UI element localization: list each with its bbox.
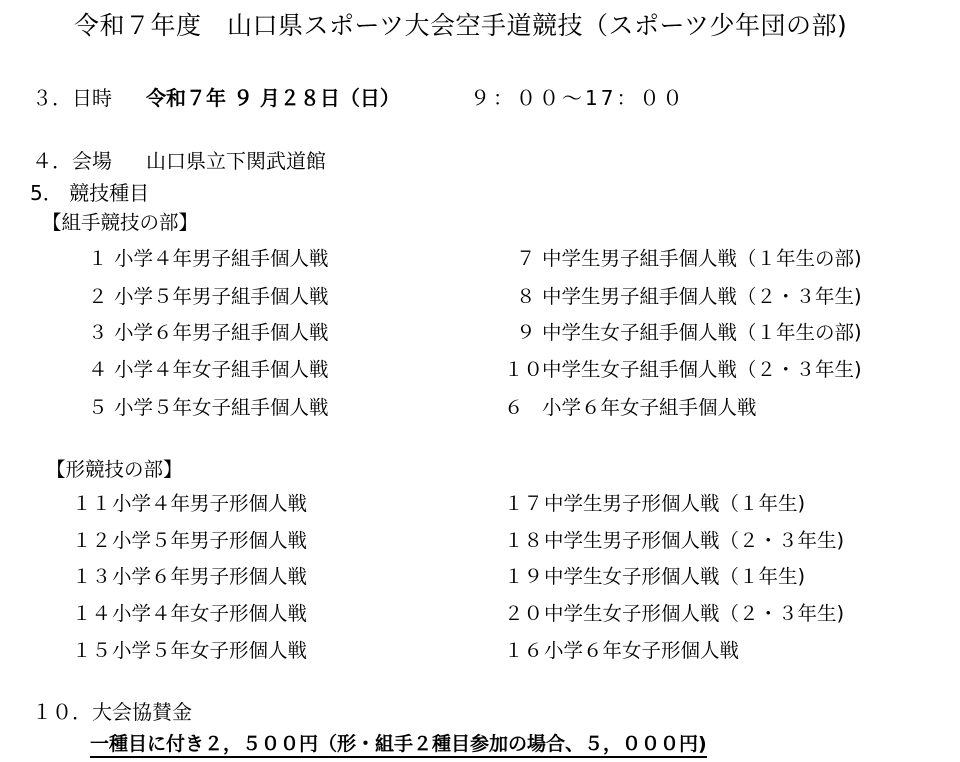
document-title: 令和７年度 山口県スポーツ大会空手道競技（スポーツ少年団の部) bbox=[74, 11, 848, 40]
venue-label: ４．会場 bbox=[32, 149, 112, 173]
list-item: ７ 中学生男子組手個人戦（１年生の部) bbox=[516, 247, 862, 270]
list-item: １７中学生男子形個人戦（１年生) bbox=[504, 492, 806, 515]
events-heading: 5． 競技種目 bbox=[30, 181, 150, 205]
list-item: ６ 小学６年女子組手個人戦 bbox=[504, 396, 757, 419]
fee-value: 一種目に付き２，５００円（形・組手２種目参加の場合、５，０００円) bbox=[90, 729, 707, 756]
list-item: １８中学生男子形個人戦（２・３年生) bbox=[504, 529, 845, 552]
list-item: １３小学６年男子形個人戦 bbox=[72, 565, 308, 588]
date-value: 令和７年 ９ 月２８日（日） bbox=[146, 86, 400, 110]
list-item: １６小学６年女子形個人戦 bbox=[504, 639, 740, 662]
list-item: １４小学４年女子形個人戦 bbox=[72, 602, 308, 625]
time-value: ９：００～17：００ bbox=[470, 86, 686, 110]
list-item: ５ 小学５年女子組手個人戦 bbox=[88, 396, 329, 419]
list-item: １９中学生女子形個人戦（１年生) bbox=[504, 565, 806, 588]
list-item: ２０中学生女子形個人戦（２・３年生) bbox=[504, 602, 845, 625]
list-item: ８ 中学生男子組手個人戦（２・３年生) bbox=[516, 285, 862, 308]
venue-value: 山口県立下関武道館 bbox=[146, 149, 326, 173]
list-item: １０中学生女子組手個人戦（２・３年生) bbox=[504, 358, 862, 381]
list-item: ９ 中学生女子組手個人戦（１年生の部) bbox=[516, 321, 862, 344]
list-item: １１小学４年男子形個人戦 bbox=[72, 492, 308, 515]
list-item: １ 小学４年男子組手個人戦 bbox=[88, 247, 329, 270]
list-item: １５小学５年女子形個人戦 bbox=[72, 639, 308, 662]
list-item: ４ 小学４年女子組手個人戦 bbox=[88, 358, 329, 381]
kata-heading: 【形競技の部】 bbox=[46, 458, 183, 481]
list-item: ３ 小学６年男子組手個人戦 bbox=[88, 321, 329, 344]
list-item: ２ 小学５年男子組手個人戦 bbox=[88, 285, 329, 308]
date-label: ３．日時 bbox=[32, 86, 112, 110]
list-item: １２小学５年男子形個人戦 bbox=[72, 529, 308, 552]
kumite-heading: 【組手競技の部】 bbox=[42, 211, 199, 234]
fee-label: １０．大会協賛金 bbox=[32, 700, 192, 724]
